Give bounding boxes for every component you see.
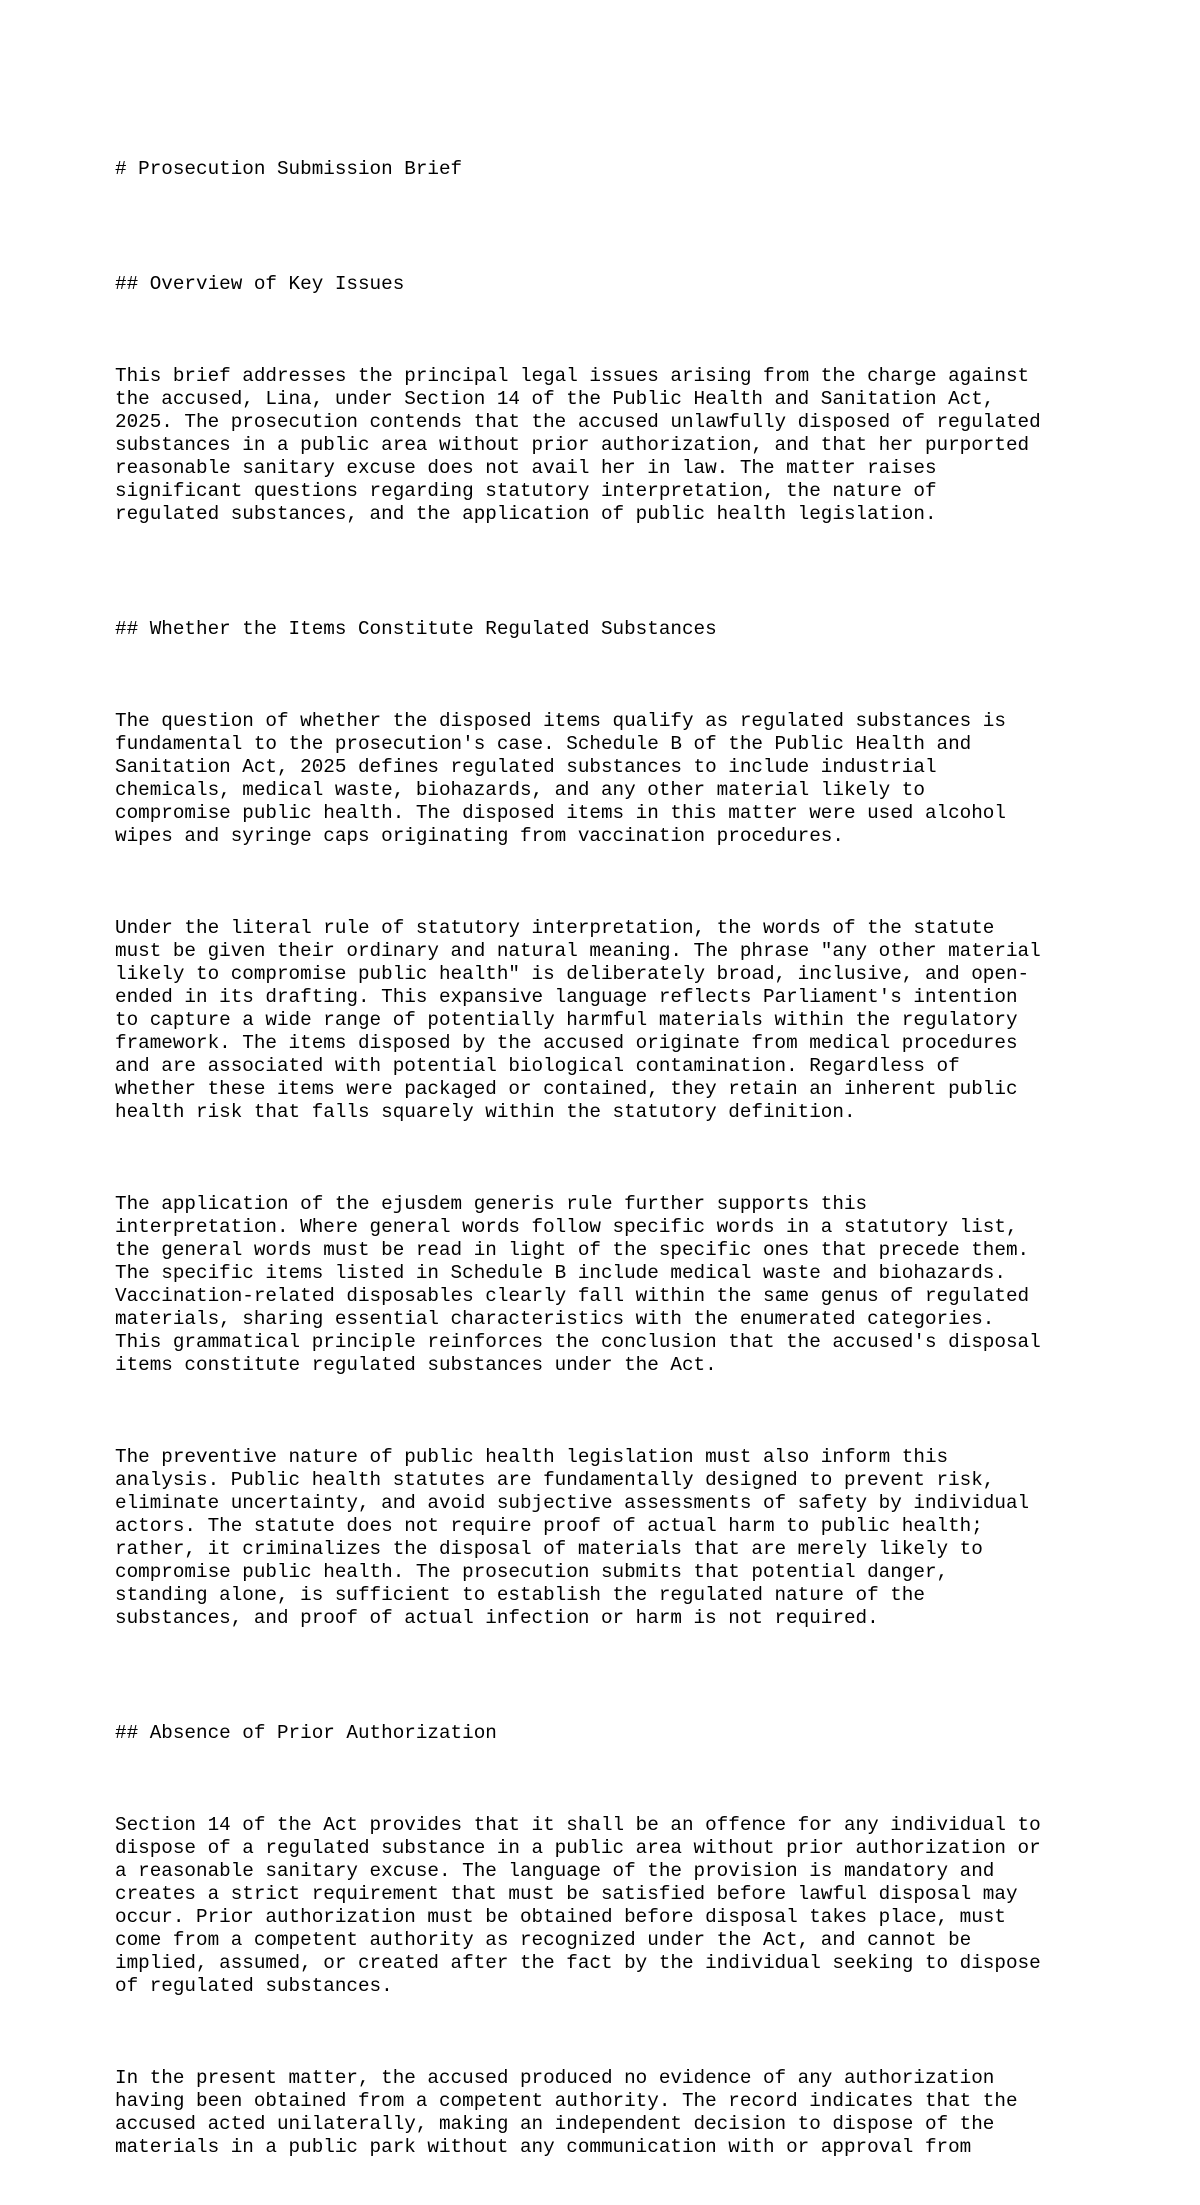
paragraph: This brief addresses the principal legal issues arising from the charge against the accused, Lina, under Section 14 of the Public Health and Sanitation Act, 2025. The prosecution contends that the accused unlawfully disposed of regulated substances in a public area without prior authorization, and that her purported reasonable sanitary excuse does not avail her in law. The matter raises significant questions regarding statutory interpretation, the nature of regulated substances, and the application of public health legislation. <box>115 365 1041 525</box>
section-heading-overview: ## Overview of Key Issues <box>115 273 405 295</box>
paragraph: The application of the ejusdem generis rule further supports this interpretation. Where general words follow specific words in a statutory list, the general words must be read in light of the specific ones that precede them. The specific items listed in Schedule B include medical waste and biohazards. Vaccination-related disposables clearly fall within the same genus of regulated materials, sharing essential characteristics with the enumerated categories. This grammatical principle reinforces the conclusion that the accused's disposal items constitute regulated substances under the Act. <box>115 1193 1041 1376</box>
document-title: # Prosecution Submission Brief <box>115 158 463 180</box>
document-page <box>115 112 1115 2205</box>
paragraph: In the present matter, the accused produced no evidence of any authorization having been obtained from a competent authority. The record indicates that the accused acted unilaterally, making an independent decision to dispose of the materials in a public park without any communication with or approval from <box>115 2067 1018 2158</box>
paragraph: The question of whether the disposed items qualify as regulated substances is fundamental to the prosecution's case. Schedule B of the Public Health and Sanitation Act, 2025 defines regulated substances to include industrial chemicals, medical waste, biohazards, and any other material likely to compromise public health. The disposed items in this matter were used alcohol wipes and syringe caps originating from vaccination procedures. <box>115 710 1006 847</box>
paragraph: The preventive nature of public health legislation must also inform this analysis. Public health statutes are fundamentally designed to prevent risk, eliminate uncertainty, and avoid subjective assessments of safety by individual actors. The statute does not require proof of actual harm to public health; rather, it criminalizes the disposal of materials that are merely likely to compromise public health. The prosecution submits that potential danger, standing alone, is sufficient to establish the regulated nature of the substances, and proof of actual infection or harm is not required. <box>115 1446 1030 1629</box>
section-heading-prior-authorization: ## Absence of Prior Authorization <box>115 1722 497 1744</box>
paragraph: Under the literal rule of statutory interpretation, the words of the statute must be given their ordinary and natural meaning. The phrase "any other material likely to compromise public health" is deliberately broad, inclusive, and open- ended in its drafting. This expansive language reflects Parliament's intention to capture a wide range of potentially harmful materials within the regulatory framework. The items disposed by the accused originate from medical procedures and are associated with potential biological contamination. Regardless of whether these items were packaged or contained, they retain an inherent public health risk that falls squarely within the statutory definition. <box>115 917 1041 1123</box>
section-heading-regulated-substances: ## Whether the Items Constitute Regulated Substances <box>115 618 717 640</box>
paragraph: Section 14 of the Act provides that it shall be an offence for any individual to dispose of a regulated substance in a public area without prior authorization or a reasonable sanitary excuse. The language of the provision is mandatory and creates a strict requirement that must be satisfied before lawful disposal may occur. Prior authorization must be obtained before disposal takes place, must come from a competent authority as recognized under the Act, and cannot be implied, assumed, or created after the fact by the individual seeking to dispose of regulated substances. <box>115 1814 1041 1997</box>
